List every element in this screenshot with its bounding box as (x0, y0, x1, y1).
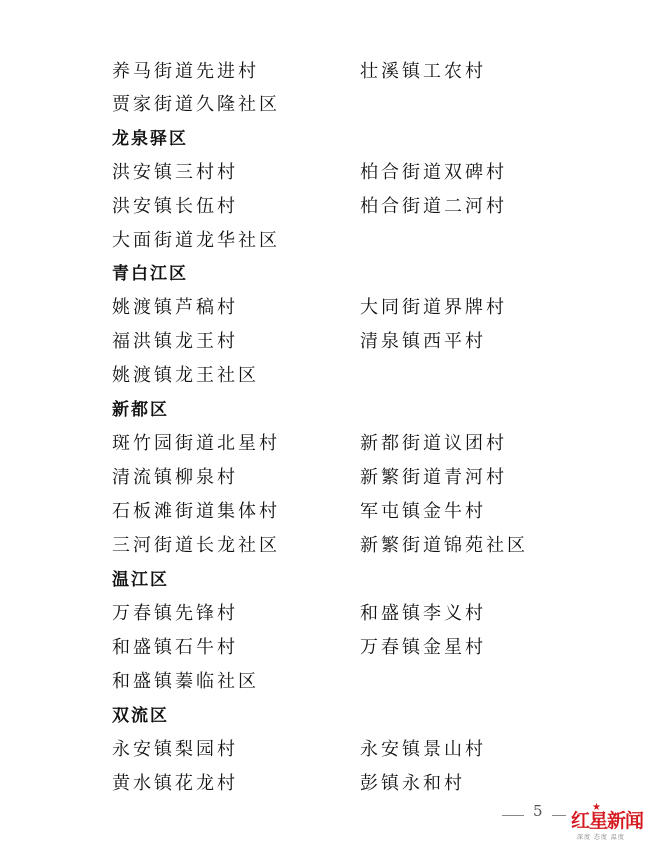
list-row (0, 156, 650, 190)
page-number: 5 (533, 802, 543, 820)
village-name: 大面街道龙华社区 (112, 230, 280, 251)
village-name: 黄水镇花龙村 (112, 773, 238, 794)
star-icon: ★ (592, 802, 601, 813)
list-row (0, 597, 650, 631)
list-row (0, 767, 650, 801)
footer-rule-right (552, 815, 566, 816)
list-row (0, 427, 650, 461)
village-name: 和盛镇李义村 (360, 603, 486, 624)
list-row (0, 55, 650, 89)
redstar-news-logo (571, 802, 647, 848)
list-row (0, 631, 650, 665)
village-name: 万春镇金星村 (360, 637, 486, 658)
village-name: 洪安镇三村村 (112, 162, 238, 183)
list-row (0, 190, 650, 224)
list-row (0, 359, 650, 393)
district-heading: 青白江区 (112, 264, 188, 284)
village-name: 姚渡镇芦稿村 (112, 297, 238, 318)
list-row (0, 665, 650, 699)
list-row (0, 224, 650, 258)
list-row (0, 529, 650, 563)
list-row (0, 495, 650, 529)
list-row (0, 88, 650, 122)
village-name: 彭镇永和村 (360, 773, 465, 794)
village-name: 壮溪镇工农村 (360, 61, 486, 82)
district-heading: 温江区 (112, 570, 169, 590)
village-name: 永安镇景山村 (360, 739, 486, 760)
village-name: 姚渡镇龙王社区 (112, 365, 259, 386)
village-name: 福洪镇龙王村 (112, 331, 238, 352)
village-name: 三河街道长龙社区 (112, 535, 280, 556)
village-name: 清泉镇西平村 (360, 331, 486, 352)
list-row (0, 733, 650, 767)
list-row (0, 461, 650, 495)
village-name: 养马街道先进村 (112, 61, 259, 82)
village-name: 和盛镇石牛村 (112, 637, 238, 658)
village-name: 新繁街道青河村 (360, 467, 507, 488)
village-name: 万春镇先锋村 (112, 603, 238, 624)
village-name: 新都街道议团村 (360, 433, 507, 454)
list-row (0, 325, 650, 359)
village-name: 永安镇梨园村 (112, 739, 238, 760)
logo-slogan: 深度 态度 温度 (577, 834, 625, 841)
village-name: 新繁街道锦苑社区 (360, 535, 528, 556)
village-name: 洪安镇长伍村 (112, 196, 238, 217)
footer-rule-left (502, 815, 524, 816)
logo-wordmark: 红星新闻 (571, 810, 644, 832)
village-name: 贾家街道久隆社区 (112, 94, 280, 115)
village-name: 和盛镇蓁临社区 (112, 671, 259, 692)
village-name: 斑竹园街道北星村 (112, 433, 280, 454)
village-name: 柏合街道双碑村 (360, 162, 507, 183)
district-heading: 双流区 (112, 706, 169, 726)
village-name: 柏合街道二河村 (360, 196, 507, 217)
village-name: 大同街道界牌村 (360, 297, 507, 318)
village-name: 军屯镇金牛村 (360, 501, 486, 522)
district-heading: 龙泉驿区 (112, 129, 188, 149)
district-heading: 新都区 (112, 400, 169, 420)
village-name: 石板滩街道集体村 (112, 501, 280, 522)
village-name: 清流镇柳泉村 (112, 467, 238, 488)
list-row (0, 291, 650, 325)
